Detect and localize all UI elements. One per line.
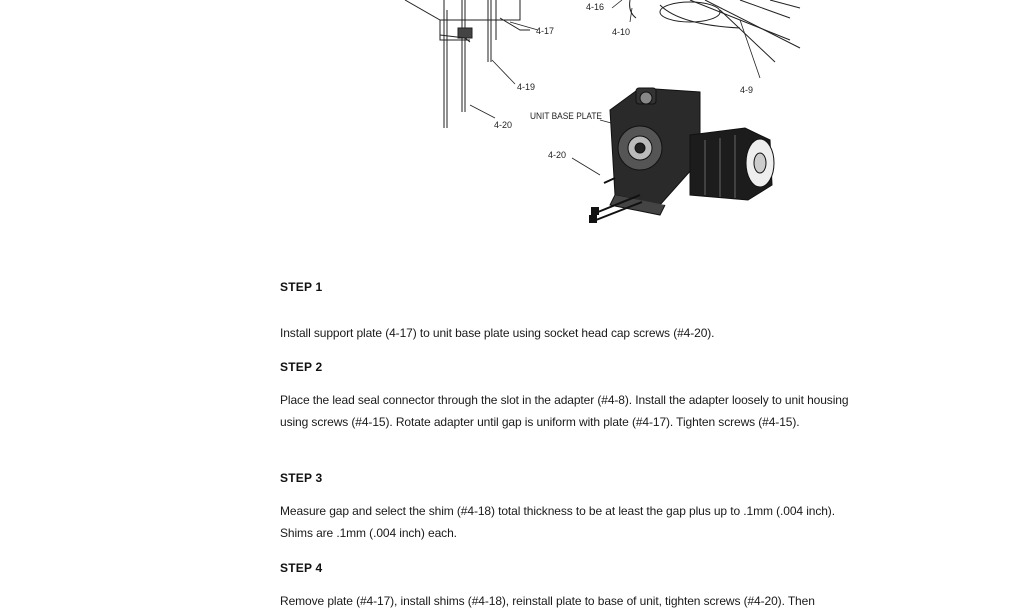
step-3-body: Measure gap and select the shim (#4-18) total thickness to be at least the gap plus up to .1mm (.004 inch). Shims are .1mm (.004 inch) each.	[280, 504, 835, 540]
exploded-assembly-diagram	[0, 0, 1024, 260]
step-2-body: Place the lead seal connector through the slot in the adapter (#4-8). Install the adapter loosely to unit housing using screws (#4-15). Rotate adapter until gap is uniform with plate (#4-17). Tighten screws (#4-15).	[280, 393, 849, 429]
callout-4-19: 4-19	[517, 82, 536, 92]
callout-4-10: 4-10	[612, 27, 631, 37]
step-4-body: Remove plate (#4-17), install shims (#4-18), reinstall plate to base of unit, tighten screws (#4-20). Then	[280, 594, 815, 608]
callout-4-16: 4-16	[586, 2, 605, 12]
callout-unit-base-plate: UNIT BASE PLATE	[530, 111, 602, 121]
motor-unit	[610, 88, 774, 215]
step-4-heading: STEP 4	[280, 561, 323, 575]
support-plate-assembly	[405, 0, 530, 128]
step-1-heading: STEP 1	[280, 280, 323, 294]
callout-4-20-top: 4-20	[494, 120, 513, 130]
callout-4-17: 4-17	[536, 26, 555, 36]
step-3-heading: STEP 3	[280, 471, 323, 485]
callout-4-9: 4-9	[740, 85, 754, 95]
bolts-top-right	[630, 0, 800, 62]
step-1-body: Install support plate (4-17) to unit base plate using socket head cap screws (#4-20).	[280, 326, 715, 340]
callout-4-20-bottom: 4-20	[548, 150, 567, 160]
step-2-heading: STEP 2	[280, 360, 323, 374]
